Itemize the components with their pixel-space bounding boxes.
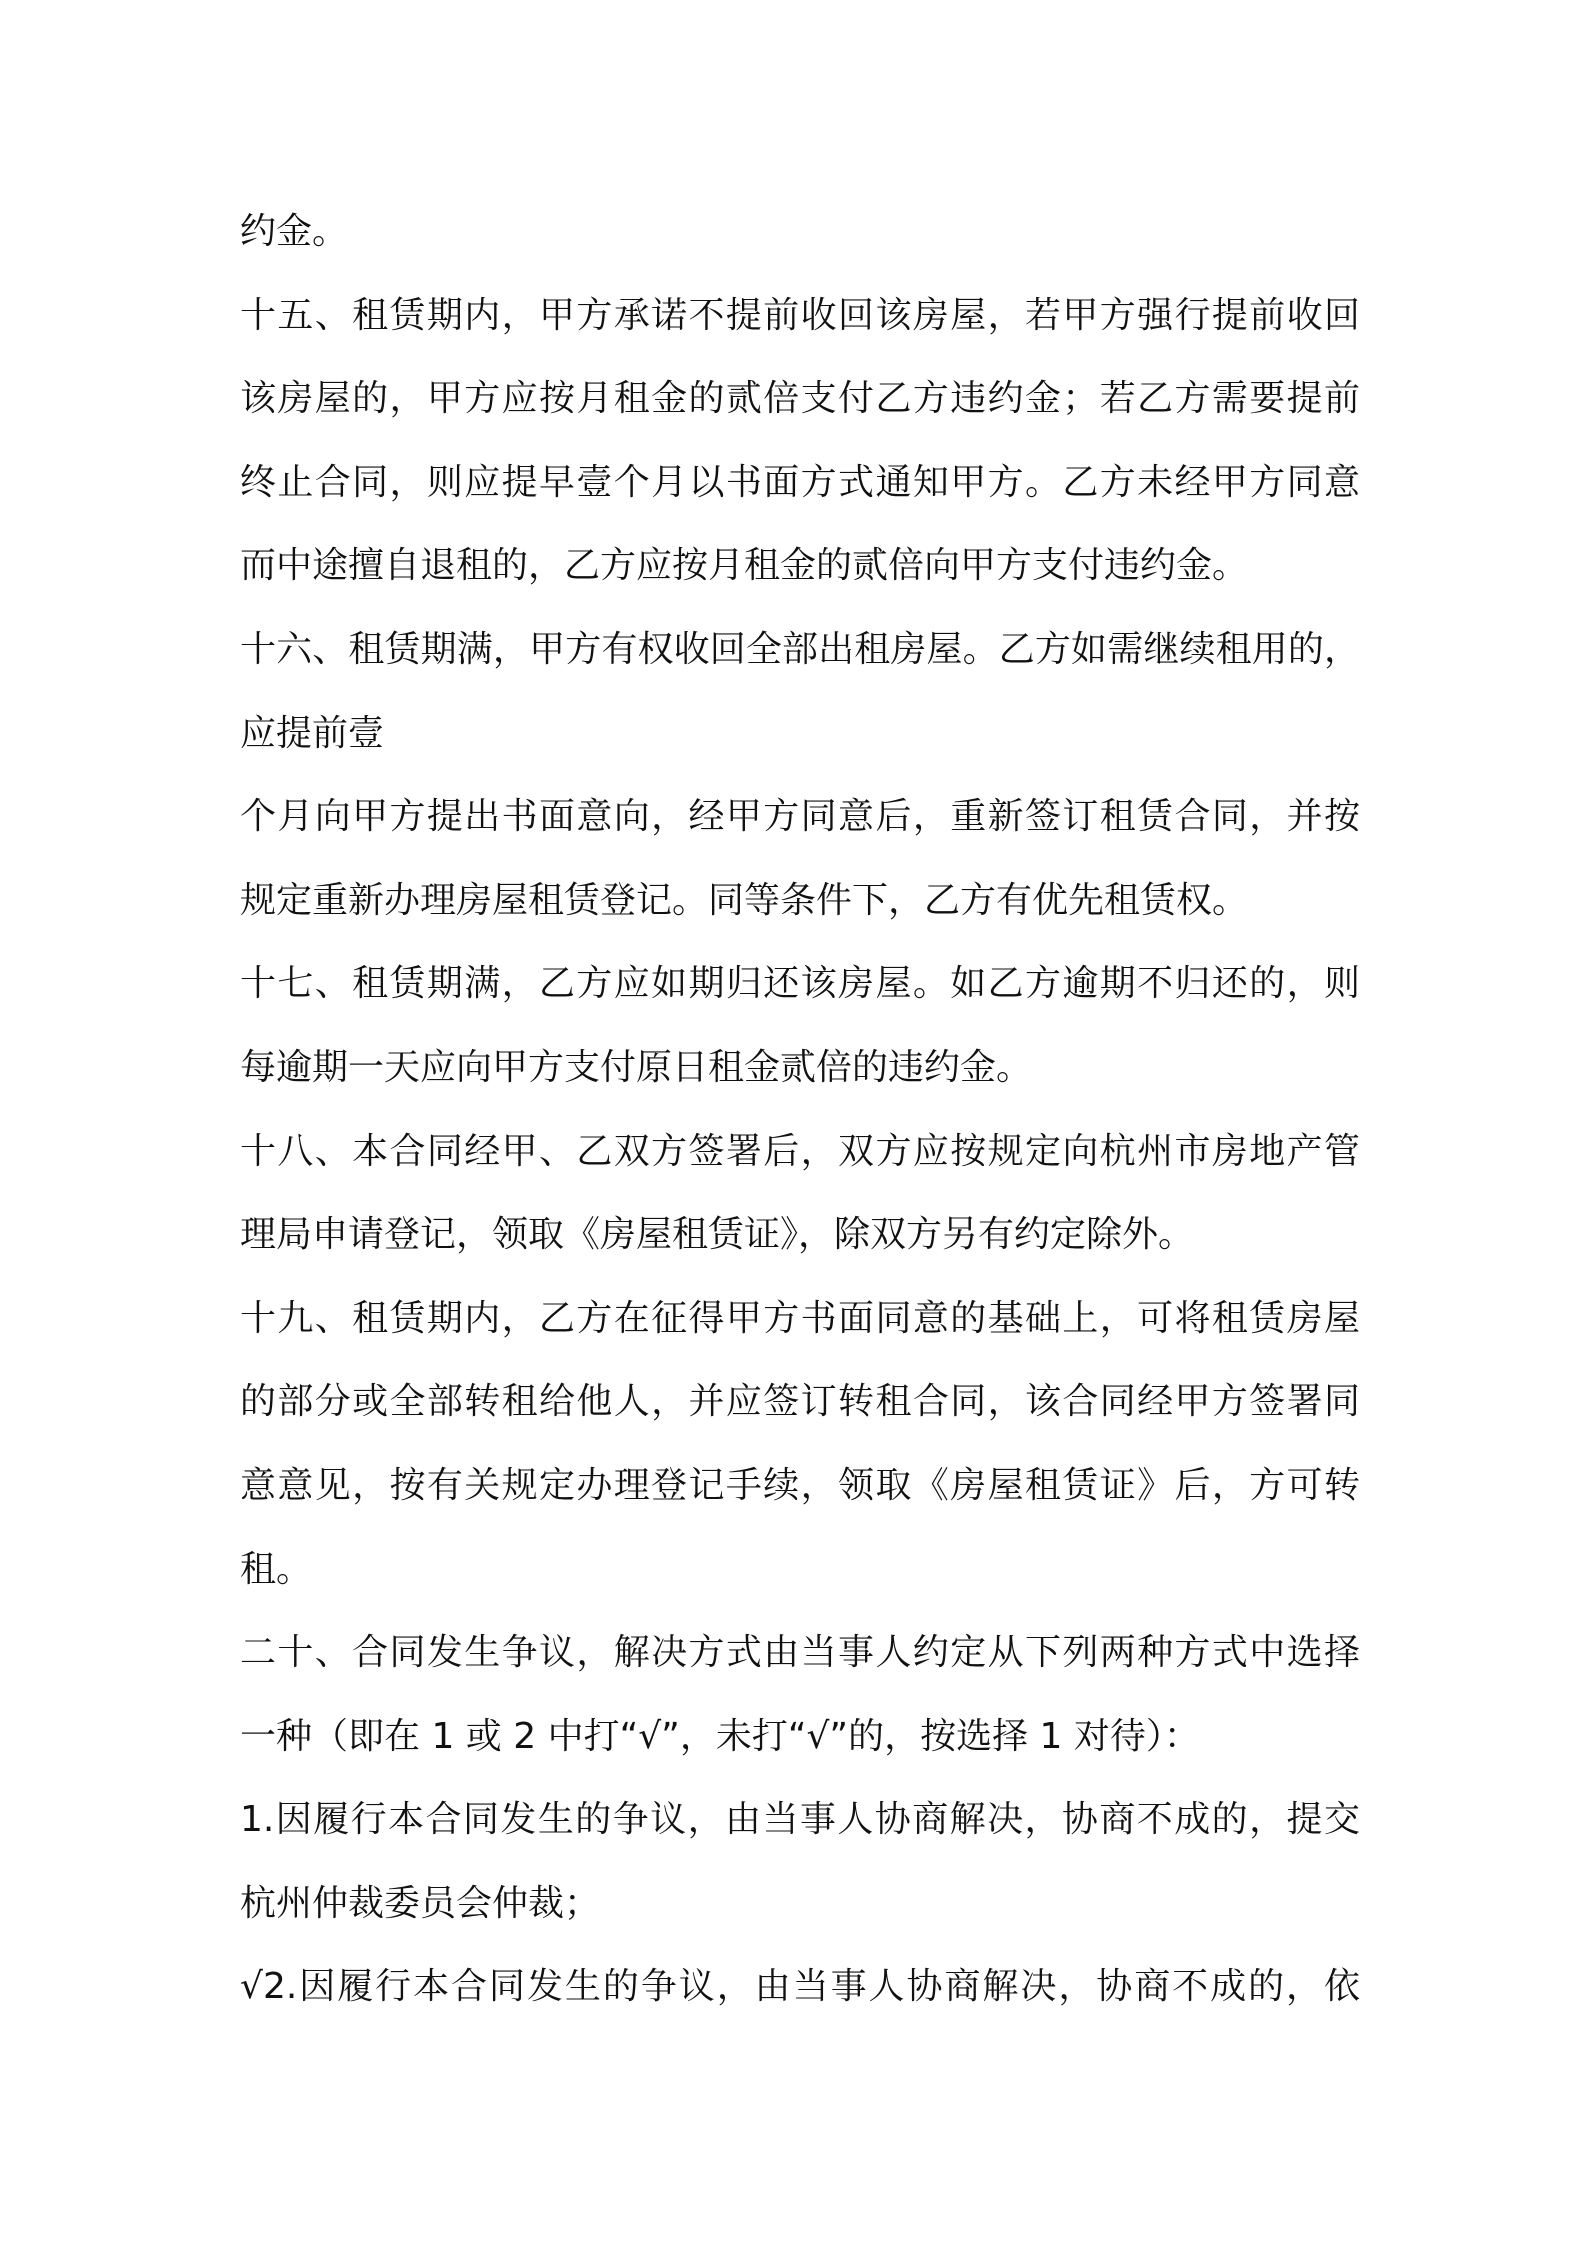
text-line: 十六、租赁期满，甲方有权收回全部出租房屋。乙方如需继续租用的， xyxy=(240,628,1360,670)
text-line: 十八、本合同经甲、乙双方签署后，双方应按规定向杭州市房地产管 xyxy=(240,1130,1360,1172)
text-line: 的部分或全部转租给他人，并应签订转租合同，该合同经甲方签署同 xyxy=(240,1381,1360,1423)
text-line: 意意见，按有关规定办理登记手续，领取《房屋租赁证》后，方可转 xyxy=(240,1464,1360,1506)
text-line: 个月向甲方提出书面意向，经甲方同意后，重新签订租赁合同，并按 xyxy=(240,796,1360,838)
text-line: 十九、租赁期内，乙方在征得甲方书面同意的基础上，可将租赁房屋 xyxy=(240,1297,1360,1339)
text-line: 杭州仲裁委员会仲裁； xyxy=(240,1882,601,1924)
text-line: 应提前壹 xyxy=(240,712,385,754)
contract-text-block xyxy=(240,190,1360,2029)
text-line: 该房屋的，甲方应按月租金的贰倍支付乙方违约金；若乙方需要提前 xyxy=(240,378,1360,420)
text-line: 理局申请登记，领取《房屋租赁证》，除双方另有约定除外。 xyxy=(240,1214,1195,1256)
text-line: 1.因履行本合同发生的争议，由当事人协商解决，协商不成的，提交 xyxy=(240,1799,1360,1841)
text-line: 而中途擅自退租的，乙方应按月租金的贰倍向甲方支付违约金。 xyxy=(240,545,1249,587)
text-line: 每逾期一天应向甲方支付原日租金贰倍的违约金。 xyxy=(240,1046,1033,1088)
text-line: 十七、租赁期满，乙方应如期归还该房屋。如乙方逾期不归还的，则 xyxy=(240,963,1360,1005)
text-line: 租。 xyxy=(240,1548,313,1590)
text-line: √2.因履行本合同发生的争议，由当事人协商解决，协商不成的，依 xyxy=(240,1966,1360,2008)
text-line: 约金。 xyxy=(240,211,349,252)
text-line: 一种（即在 1 或 2 中打“√”，未打“√”的，按选择 1 对待）： xyxy=(240,1715,1200,1757)
text-line: 二十、合同发生争议，解决方式由当事人约定从下列两种方式中选择 xyxy=(240,1632,1360,1674)
text-line: 规定重新办理房屋租赁登记。同等条件下，乙方有优先租赁权。 xyxy=(240,879,1249,921)
text-line: 终止合同，则应提早壹个月以书面方式通知甲方。乙方未经甲方同意 xyxy=(240,461,1360,503)
text-line: 十五、租赁期内，甲方承诺不提前收回该房屋，若甲方强行提前收回 xyxy=(240,294,1360,336)
